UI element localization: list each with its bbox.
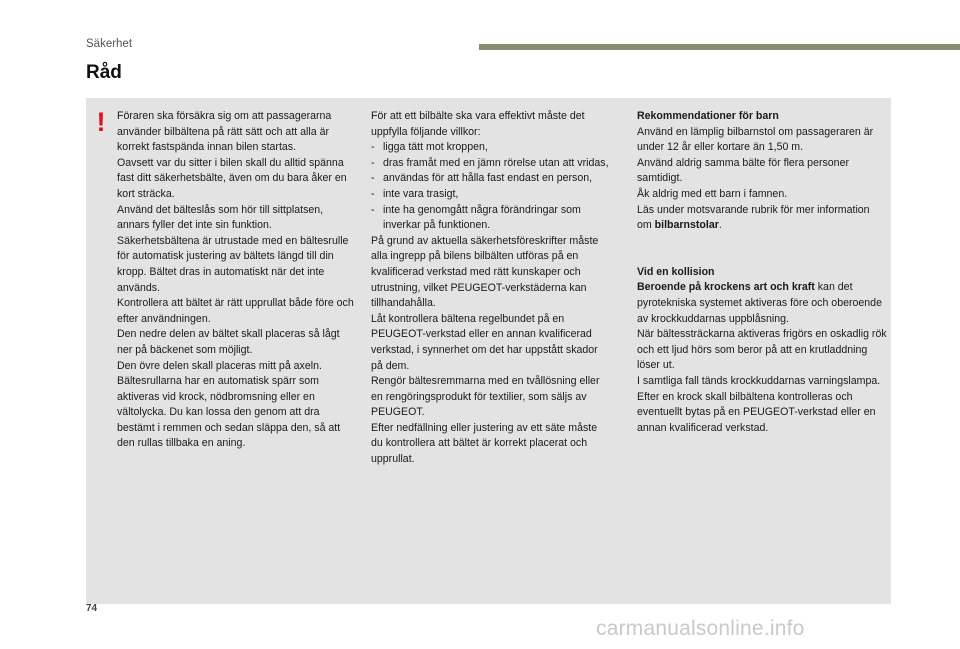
condition-item: - användas för att hålla fast endast en person, [371,171,611,187]
collision-heading: Vid en kollision [637,265,715,278]
paragraph: Använd en lämplig bilbarnstol om passageraren är under 12 år eller kortare än 1,50 m. [637,125,874,154]
paragraph: Den nedre delen av bältet skall placeras så lågt ner på bäckenet som möjligt. [117,328,340,356]
paragraph: Använd aldrig samma bälte för flera personer samtidigt. [637,156,849,185]
paragraph: Säkerhetsbältena är utrustade med en bältesrulle för automatisk justering av bältets längd till din kropp. Bältet dras in automatiskt när det inte används. [117,234,349,294]
header-bar [479,44,960,50]
paragraph: Den övre delen skall placeras mitt på axeln. [117,359,322,372]
cross-reference [637,203,887,234]
warning-icon: ! [96,107,106,137]
paragraph: I samtliga fall tänds krockkuddarnas varningslampa. [637,374,881,387]
page-title: Råd [86,62,122,83]
collision-lead-rest: kan det pyrotekniska systemet aktiveras före och oberoende av krockkuddarnas uppblåsning. [637,281,882,325]
collision-lead: Beroende på krockens art och kraft [637,281,815,294]
condition-item: - inte ha genomgått några förändringar som inverkar på funktionen. [371,203,611,234]
page-number: 74 [86,603,98,614]
paragraph: Låt kontrollera bältena regelbundet på en PEUGEOT-verkstad eller en annan kvalificerad verkstad, i synnerhet om det har uppstått skador på dem. [371,312,598,372]
column-3 [637,109,887,436]
paragraph: Kontrollera att bältet är rätt upprullat både före och efter användningen. [117,297,354,325]
paragraph: När bältessträckarna aktiveras frigörs en oskadlig rök och ett ljud hörs som beror på att en krutladdning löser ut. [637,328,887,372]
condition-item: - dras framåt med en jämn rörelse utan att vridas, [371,156,611,172]
paragraph: Åk aldrig med ett barn i famnen. [637,187,788,200]
condition-item: - inte vara trasigt, [371,187,611,203]
column-1 [117,109,355,452]
paragraph: På grund av aktuella säkerhetsföreskrifter måste alla ingrepp på bilens bilbälten utföras på en kvalificerad verkstad med rätt kunskaper och utrustning, vilket PEUGEOT-verkstäderna kan tillhandahålla. [371,234,599,310]
children-heading: Rekommendationer för barn [637,110,779,122]
watermark: carmanualsonline.info [596,617,805,640]
paragraph: Använd det bälteslås som hör till sittplatsen, annars fyller det inte sin funktion. [117,203,324,232]
child-seats-link[interactable]: bilbarnstolar [654,219,719,232]
paragraph: Föraren ska försäkra sig om att passagerarna använder bilbältena på rätt sätt och att alla är korrekt fastspända innan bilen startas. [117,110,332,154]
paragraph: Efter nedfällning eller justering av ett säte måste du kontrollera att bältet är korrekt placerat och upprullat. [371,421,598,466]
paragraph: Oavsett var du sitter i bilen skall du alltid spänna fast ditt säkerhetsbälte, även om du bara åker en kort sträcka. [117,156,347,200]
conditions-intro: För att ett bilbälte ska vara effektivt måste det uppfylla följande villkor: [371,110,585,138]
spacer [637,234,887,265]
column-2 [371,109,611,468]
paragraph: Bältesrullarna har en automatisk spärr som aktiveras vid krock, nödbromsning eller en vältolycka. Du kan lossa den genom att dra bestämt i remmen och sedan släppa den, så att den rullas tillbaka en aning. [117,375,341,450]
paragraph: Efter en krock skall bilbältena kontrolleras och eventuellt bytas på en PEUGEOT-verkstad eller en annan kvalificerad verkstad. [637,390,876,434]
paragraph [637,280,887,327]
reference-text: Läs under motsvarande rubrik för mer information om [637,203,870,232]
condition-item: - ligga tätt mot kroppen, [371,140,611,156]
paragraph: Rengör bältesremmarna med en tvållösning eller en rengöringsprodukt för textilier, som säljs av PEUGEOT. [371,375,600,419]
reference-end: . [718,219,722,232]
section-label: Säkerhet [86,38,133,50]
